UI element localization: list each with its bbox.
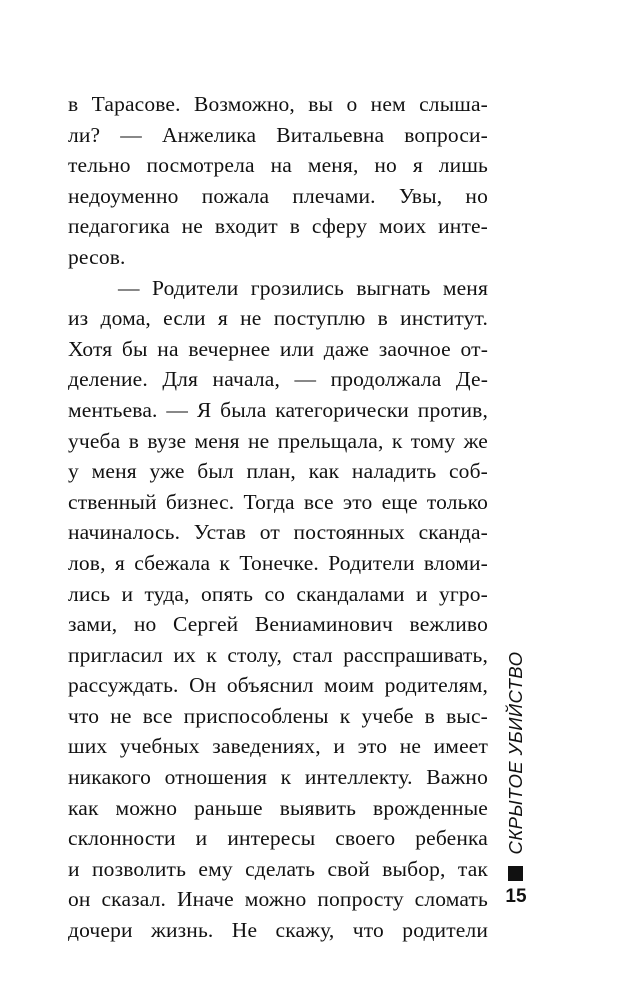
running-title: [499, 642, 533, 864]
text-line: пригласил их к столу, стал расспрашивать,: [68, 642, 488, 667]
text-line: недоуменно пожала плечами. Увы, но: [68, 183, 488, 208]
running-title-text: СКРЫТОЕ УБИЙСТВО: [505, 651, 526, 855]
text-line: Хотя бы на вечернее или даже заочное от-: [68, 336, 488, 361]
text-line: из дома, если я не поступлю в институт.: [68, 306, 488, 331]
text-line: — Родители грозились выгнать меня: [118, 275, 488, 300]
text-line: тельно посмотрела на меня, но я лишь: [68, 153, 488, 178]
text-line: учеба в вузе меня не прельщала, к тому же: [68, 428, 488, 453]
text-line: ли? — Анжелика Витальевна вопроси-: [68, 122, 488, 147]
text-line: никакого отношения к интеллекту. Важно: [68, 765, 488, 790]
text-line: он сказал. Иначе можно попросту сломать: [68, 887, 488, 912]
text-line: зами, но Сергей Вениаминович вежливо: [68, 612, 488, 637]
page-number: 15: [505, 886, 527, 907]
text-line: и позволить ему сделать свой выбор, так: [68, 856, 488, 881]
text-line: склонности и интересы своего ребенка: [68, 826, 488, 851]
text-line: дочери жизнь. Не скажу, что родители: [68, 918, 488, 943]
text-line: начиналось. Устав от постоянных сканда-: [68, 520, 488, 545]
text-line: ресов.: [68, 244, 126, 269]
text-line: ментьева. — Я была категорически против,: [68, 397, 488, 422]
text-line: что не все приспособлены к учебе в выс-: [68, 703, 488, 728]
text-line: деление. Для начала, — продолжала Де-: [68, 367, 488, 392]
body-text: [68, 89, 488, 946]
text-line: у меня уже был план, как наладить соб-: [68, 459, 488, 484]
text-line: ших учебных заведениях, и это не имеет: [68, 734, 488, 759]
text-line: ственный бизнес. Тогда все это еще только: [68, 489, 488, 514]
text-line: в Тарасове. Возможно, вы о нем слыша-: [68, 92, 488, 116]
text-line: лов, я сбежала к Тонечке. Родители вломи-: [68, 550, 488, 575]
text-line: как можно раньше выявить врожденные: [68, 795, 488, 820]
text-line: лись и туда, опять со скандалами и угро-: [68, 581, 488, 606]
square-marker-icon: [508, 866, 523, 881]
text-line: рассуждать. Он объяснил моим родителям,: [68, 673, 488, 698]
text-line: педагогика не входит в сферу моих инте-: [68, 214, 488, 239]
